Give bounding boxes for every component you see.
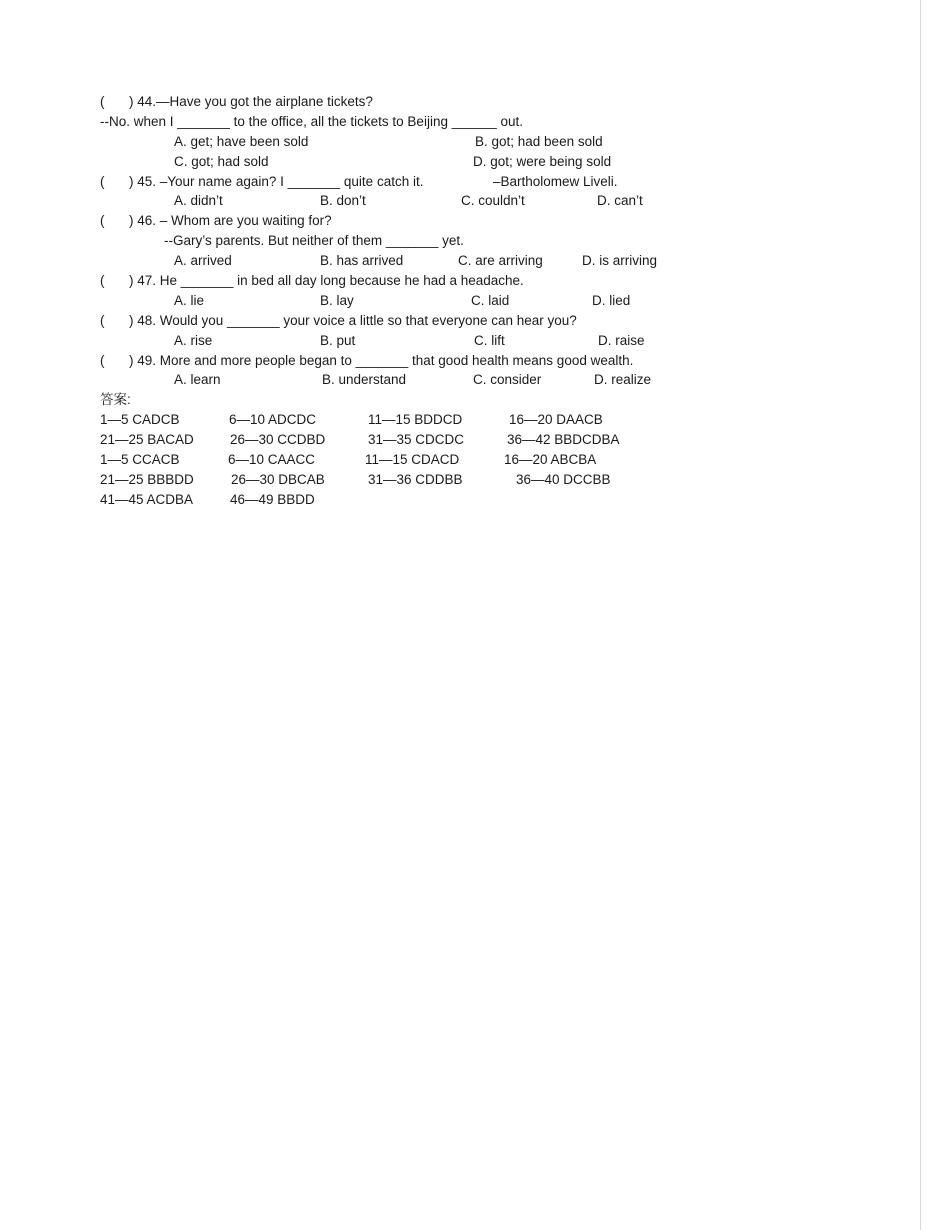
answer-group: 11—15 CDACD <box>365 452 460 468</box>
question-45 <box>100 172 900 192</box>
question-47 <box>100 271 900 291</box>
option-c: C. are arriving <box>458 253 543 269</box>
question-44-options-2 <box>100 152 900 172</box>
answer-group: 46—49 BBDD <box>230 491 315 507</box>
dialogue-reply: –Bartholomew Liveli. <box>493 173 618 189</box>
question-48-options <box>100 331 900 351</box>
answer-group: 1—5 CADCB <box>100 412 180 428</box>
question-text: ) 49. More and more people began to _______ that good health means good wealth. <box>129 352 634 368</box>
page-edge-divider <box>920 0 921 1230</box>
answer-group: 36—40 DCCBB <box>516 471 611 487</box>
option-b: B. lay <box>320 292 354 308</box>
option-c: C. got; had sold <box>174 153 269 169</box>
question-47-options <box>100 291 900 311</box>
question-text: ) 48. Would you _______ your voice a little so that everyone can hear you? <box>129 312 577 328</box>
answer-blank-paren: ( <box>100 273 105 289</box>
question-48 <box>100 311 900 331</box>
question-49-options <box>100 370 900 390</box>
answer-row <box>100 490 900 510</box>
answers-heading <box>100 390 900 410</box>
answer-group: 41—45 ACDBA <box>100 491 194 507</box>
dialogue-reply: --Gary’s parents. But neither of them _______ yet. <box>164 233 464 249</box>
answer-blank-paren: ( <box>100 94 105 109</box>
option-b: B. don’t <box>320 193 366 209</box>
document-body <box>100 92 900 510</box>
option-b: B. understand <box>322 372 407 388</box>
option-a: A. arrived <box>174 253 232 269</box>
answer-blank-paren: ( <box>100 213 105 229</box>
option-d: D. lied <box>592 292 631 308</box>
question-46-reply <box>100 231 900 251</box>
answer-blank-paren: ( <box>100 312 105 328</box>
option-a: A. didn’t <box>174 193 223 209</box>
question-49 <box>100 351 900 371</box>
option-d: D. realize <box>594 372 652 388</box>
dialogue-reply: --No. when I _______ to the office, all the tickets to Beijing ______ out. <box>100 113 524 129</box>
option-d: D. can’t <box>597 193 643 209</box>
option-b: B. has arrived <box>320 253 404 269</box>
answer-group: 21—25 BACAD <box>100 432 194 448</box>
question-44-options-1 <box>100 132 900 152</box>
answer-group: 36—42 BBDCDBA <box>507 432 620 448</box>
answer-group: 31—36 CDDBB <box>368 471 463 487</box>
answer-group: 6—10 CAACC <box>228 452 316 468</box>
option-c: C. couldn’t <box>461 193 525 209</box>
option-d: D. is arriving <box>582 253 658 269</box>
answer-blank-paren: ( <box>100 352 105 368</box>
question-45-options <box>100 191 900 211</box>
question-44-reply <box>100 112 900 132</box>
question-text: ) 46. – Whom are you waiting for? <box>129 213 332 229</box>
answer-group: 26—30 CCDBD <box>230 432 326 448</box>
answers-heading-text: 答案: <box>100 392 131 408</box>
answer-group: 26—30 DBCAB <box>231 471 325 487</box>
option-c: C. laid <box>471 292 510 308</box>
option-c: C. consider <box>473 372 542 388</box>
answer-group: 11—15 BDDCD <box>368 412 463 428</box>
option-b: B. got; had been sold <box>475 133 603 149</box>
option-c: C. lift <box>474 332 505 348</box>
option-a: A. lie <box>174 292 205 308</box>
option-a: A. learn <box>174 372 221 388</box>
answer-blank-paren: ( <box>100 173 105 189</box>
option-d: D. raise <box>598 332 645 348</box>
question-text: ) 44.—Have you got the airplane tickets? <box>129 94 373 109</box>
answer-row <box>100 430 900 450</box>
question-46-options <box>100 251 900 271</box>
answer-row <box>100 450 900 470</box>
option-a: A. rise <box>174 332 213 348</box>
answer-row <box>100 470 900 490</box>
question-46 <box>100 211 900 231</box>
answer-group: 16—20 ABCBA <box>504 452 597 468</box>
question-text: ) 47. He _______ in bed all day long because he had a headache. <box>129 273 524 289</box>
question-44 <box>100 92 900 112</box>
option-b: B. put <box>320 332 356 348</box>
question-text: ) 45. –Your name again? I _______ quite catch it. <box>129 173 424 189</box>
answer-row <box>100 410 900 430</box>
option-d: D. got; were being sold <box>473 153 612 169</box>
answer-group: 1—5 CCACB <box>100 452 180 468</box>
answer-group: 31—35 CDCDC <box>368 432 465 448</box>
answer-group: 6—10 ADCDC <box>229 412 317 428</box>
option-a: A. get; have been sold <box>174 133 309 149</box>
answer-group: 16—20 DAACB <box>509 412 603 428</box>
answer-group: 21—25 BBBDD <box>100 471 194 487</box>
